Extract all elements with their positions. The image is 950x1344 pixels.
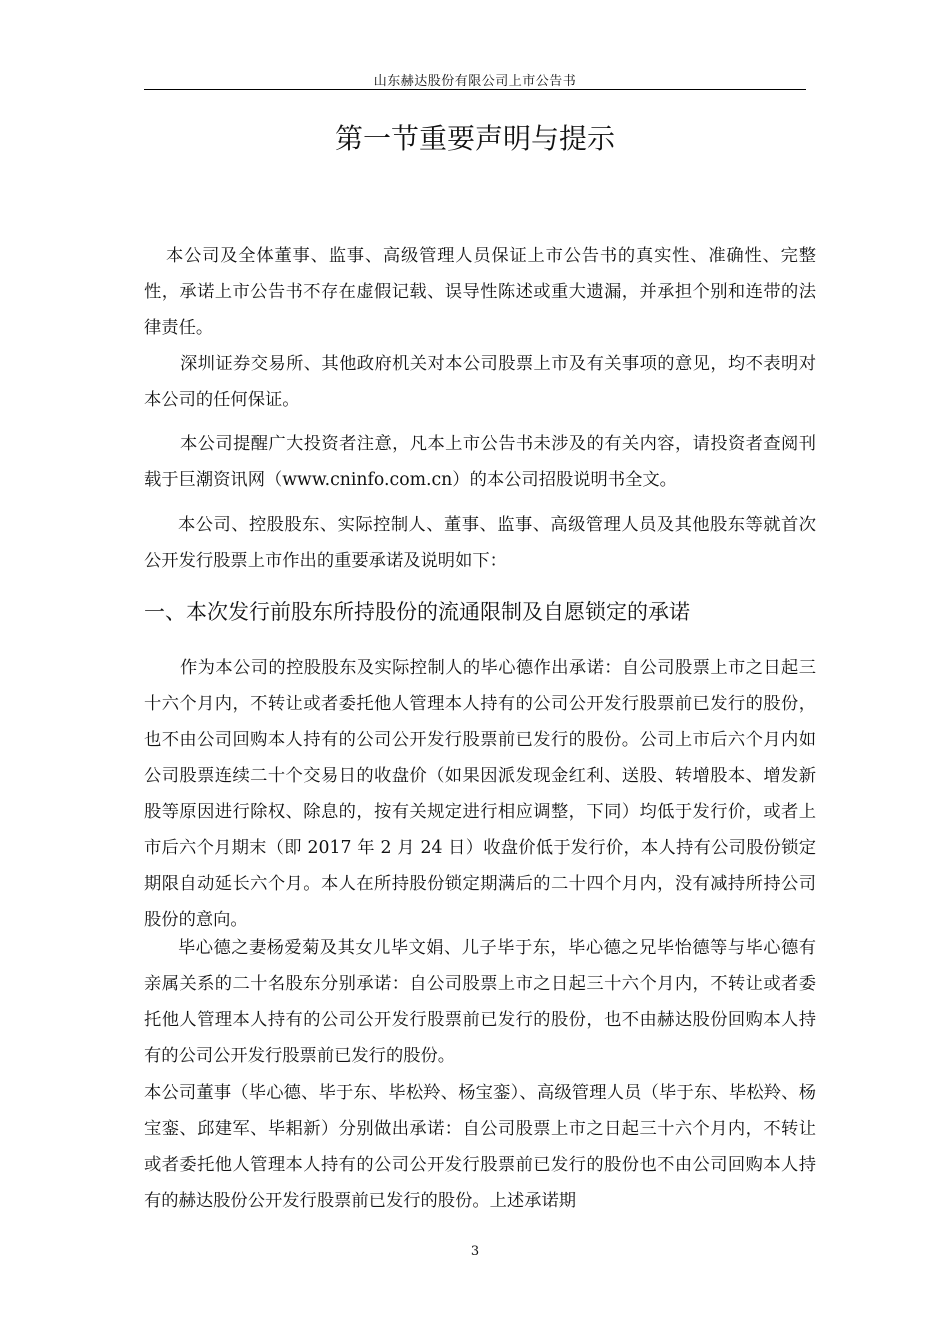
section-heading: 一、本次发行前股东所持股份的流通限制及自愿锁定的承诺: [144, 600, 690, 624]
page-title: 第一节重要声明与提示: [334, 122, 615, 155]
section-paragraph-1: 作为本公司的控股股东及实际控制人的毕心德作出承诺：自公司股票上市之日起三十六个月内，不转让或者委托他人管理本人持有的公司公开发行股票前已发行的股份，也不由公司回购本人持有的公司公开发行股票前已发行的股份。公司上市后六个月内如公司股票连续二十个交易日的收盘价（如果因派发现金红利、送股、转增股本、增发新股等原因进行除权、除息的，按有关规定进行相应调整，下同）均低于发行价，或者上市后六个月期末（即 2017 年 2 月 24 日）收盘价低于发行价，本人持有公司股份锁定期限自动延长六个月。本人在所持股份锁定期满后的二十四个月内，没有减持所持公司股份的意向。: [144, 658, 816, 930]
intro-paragraph-4: 本公司、控股股东、实际控制人、董事、监事、高级管理人员及其他股东等就首次公开发行股票上市作出的重要承诺及说明如下：: [144, 515, 816, 571]
section-paragraph-3: 本公司董事（毕心德、毕于东、毕松羚、杨宝銮）、高级管理人员（毕于东、毕松羚、杨宝銮、邱建军、毕耜新）分别做出承诺：自公司股票上市之日起三十六个月内，不转让或者委托他人管理本人持有的公司公开发行股票前已发行的股份也不由公司回购本人持有的赫达股份公开发行股票前已发行的股份。上述承诺期: [144, 1083, 816, 1211]
header-divider: [144, 89, 806, 90]
section-paragraph-2: 毕心德之妻杨爱菊及其女儿毕文娟、儿子毕于东，毕心德之兄毕怡德等与毕心德有亲属关系的二十名股东分别承诺：自公司股票上市之日起三十六个月内，不转让或者委托他人管理本人持有的公司公开发行股票前已发行的股份，也不由赫达股份回购本人持有的公司公开发行股票前已发行的股份。: [144, 938, 816, 1066]
page-number: 3: [470, 1244, 480, 1259]
intro-paragraph-3: 本公司提醒广大投资者注意，凡本上市公告书未涉及的有关内容，请投资者查阅刊载于巨潮资讯网（www.cninfo.com.cn）的本公司招股说明书全文。: [144, 434, 816, 490]
intro-paragraph-1: 本公司及全体董事、监事、高级管理人员保证上市公告书的真实性、准确性、完整性，承诺上市公告书不存在虚假记载、误导性陈述或重大遗漏，并承担个别和连带的法律责任。: [144, 246, 816, 338]
running-header: 山东赫达股份有限公司上市公告书: [373, 74, 577, 89]
intro-paragraph-2: 深圳证券交易所、其他政府机关对本公司股票上市及有关事项的意见，均不表明对本公司的任何保证。: [144, 354, 816, 410]
